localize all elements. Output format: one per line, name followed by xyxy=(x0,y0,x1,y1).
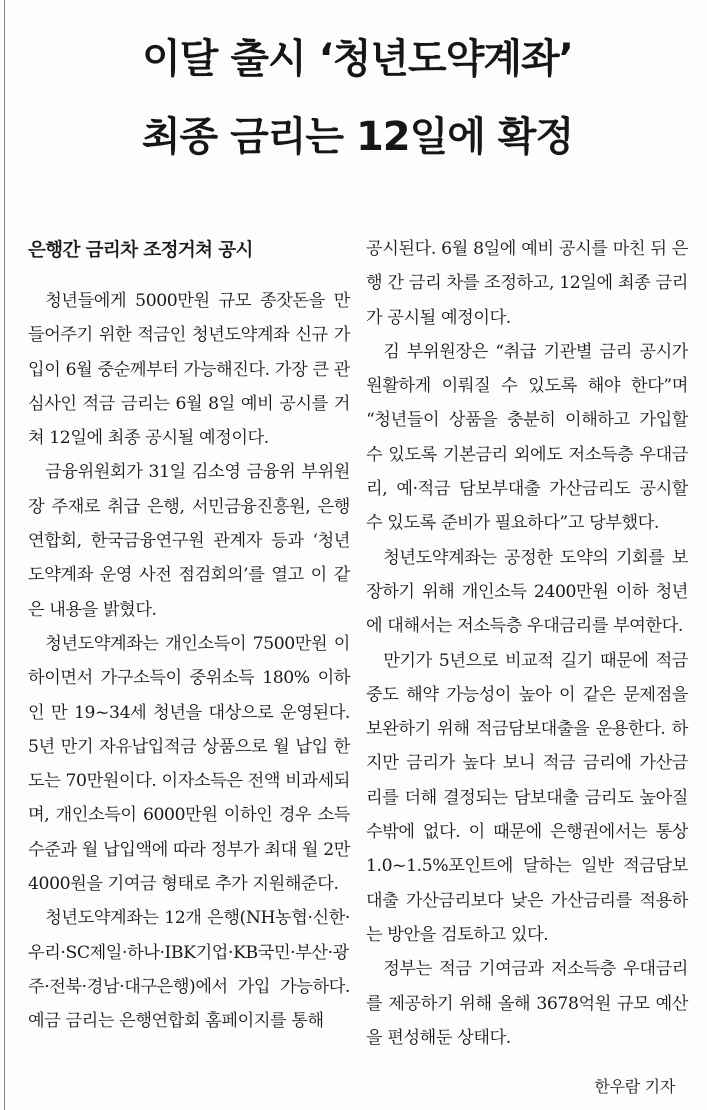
headline-line-1: 이달 출시 ‘청년도약계좌’ xyxy=(142,36,573,82)
subheadline: 은행간 금리차 조정거쳐 공시 xyxy=(28,240,253,261)
paragraph: 금융위원회가 31일 김소영 금융위 부위원장 주재로 취급 은행, 서민금융진흥원, 은행연합회, 한국금융연구원 관계자 등과 ‘청년도약계좌 운영 사전 점검회의’를 열고 이 같은 내용을 밝혔다. xyxy=(28,462,350,620)
column-rule xyxy=(4,0,5,1110)
paragraph: 김 부위원장은 “취급 기관별 금리 공시가 원활하게 이뤄질 수 있도록 해야 한다”며 “청년들이 상품을 충분히 이해하고 가입할 수 있도록 기본금리 외에도 저소득층 우대금리, 예·적금 담보부대출 가산금리도 공시할 수 있도록 준비가 필요하다”고 당부했다. xyxy=(366,341,688,534)
article-column-left xyxy=(28,232,350,1039)
paragraph: 청년들에게 5000만원 규모 종잣돈을 만들어주기 위한 적금인 청년도약계좌 신규 가입이 6월 중순께부터 가능해진다. 가장 큰 관심사인 적금 금리는 6월 8일 예비 공시를 거쳐 12일에 최종 공시될 예정이다. xyxy=(28,291,350,449)
paragraph: 정부는 적금 기여금과 저소득층 우대금리를 제공하기 위해 올해 3678억원 규모 예산을 편성해둔 상태다. xyxy=(366,959,688,1048)
paragraph: 청년도약계좌는 12개 은행(NH농협·신한·우리·SC제일·하나·IBK기업·KB국민·부산·광주·전북·경남·대구은행)에서 가입 가능하다. 예금 금리는 은행연합회 홈페이지를 통해 xyxy=(28,908,350,1032)
headline-line-2: 최종 금리는 12일에 확정 xyxy=(141,114,574,160)
byline: 한우람 기자 xyxy=(594,1077,675,1096)
paragraph: 만기가 5년으로 비교적 길기 때문에 적금 중도 해약 가능성이 높아 이 같은 문제점을 보완하기 위해 적금담보대출을 운용한다. 하지만 금리가 높다 보니 적금 금리에 가산금리를 더해 결정되는 담보대출 금리도 높아질 수밖에 없다. 이 때문에 은행권에서는 통상 1.0~1.5%포인트에 달하는 일반 적금담보대출 가산금리보다 낮은 가산금리를 적용하는 방안을 검토하고 있다. xyxy=(366,650,688,945)
paragraph: 청년도약계좌는 공정한 도약의 기회를 보장하기 위해 개인소득 2400만원 이하 청년에 대해서는 저소득층 우대금리를 부여한다. xyxy=(366,547,688,637)
paragraph-continued: 공시된다. 6월 8일에 예비 공시를 마친 뒤 은행 간 금리 차를 조정하고, 12일에 최종 금리가 공시될 예정이다. xyxy=(366,239,688,328)
headline xyxy=(16,20,699,176)
article-column-right xyxy=(366,232,688,1055)
paragraph: 청년도약계좌는 개인소득이 7500만원 이하이면서 가구소득이 중위소득 180% 이하인 만 19~34세 청년을 대상으로 운영된다. 5년 만기 자유납입적금 상품으로 월 납입 한도는 70만원이다. 이자소득은 전액 비과세되며, 개인소득이 6000만원 이하인 경우 소득 수준과 월 납입액에 따라 정부가 최대 월 2만4000원을 기여금 형태로 추가 지원해준다. xyxy=(28,633,350,895)
